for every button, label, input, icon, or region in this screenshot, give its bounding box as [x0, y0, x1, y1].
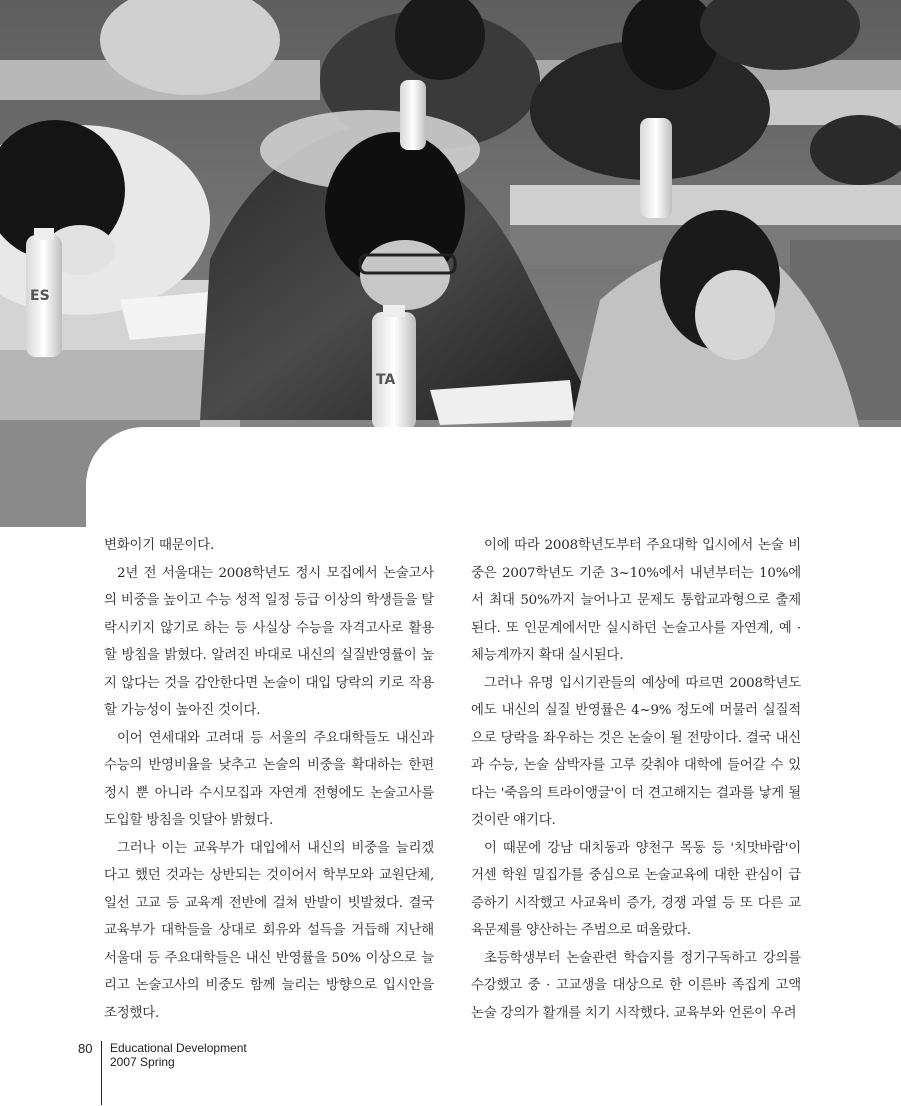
left-text-column: [104, 532, 434, 1027]
paragraph: 초등학생부터 논술관련 학습지를 정기구독하고 강의를 수강했고 중 · 고교생을 대상으로 한 이른바 족집게 고액 논술 강의가 활개를 치기 시작했다. 교육부와 언론이 우려: [471, 950, 801, 1021]
paragraph: 변화이기 때문이다.: [104, 538, 214, 553]
right-text-column: [471, 532, 801, 1027]
paragraph: 그러나 유명 입시기관들의 예상에 따르면 2008학년도에도 내신의 실질 반영률은 4~9% 정도에 머물러 실질적으로 당락을 좌우하는 것은 논술이 될 전망이다. 결국 내신과 수능, 논술 삼박자를 고루 갖춰야 대학에 들어갈 수 있다는 '죽음의 트라이앵글'이 더 견고해지는 결과를 낳게 될 것이란 얘기다.: [471, 675, 801, 828]
publication-issue: 2007 Spring: [110, 1055, 175, 1069]
paragraph: 이어 연세대와 고려대 등 서울의 주요대학들도 내신과 수능의 반영비율을 낮추고 논술의 비중을 확대하는 한편 정시 뿐 아니라 수시모집과 자연계 전형에도 논술고사를 도입할 방침을 잇달아 밝혔다.: [104, 730, 435, 828]
photo-corner-mask: [86, 427, 901, 527]
bottle-label-center: TA: [376, 372, 396, 388]
footer-divider: [101, 1041, 102, 1105]
paragraph: 2년 전 서울대는 2008학년도 정시 모집에서 논술고사의 비중을 높이고 수능 성적 일정 등급 이상의 학생들을 탈락시키지 않기로 하는 등 사실상 수능을 자격고사로 활용할 방침을 밝혔다. 알려진 바대로 내신의 실질반영률이 높지 않다는 것을 감안한다면 논술이 대입 당락의 키로 작용할 가능성이 높아진 것이다.: [104, 565, 434, 718]
page-number: 80: [78, 1041, 93, 1056]
footer-publication: [110, 1041, 247, 1069]
publication-name: Educational Development: [110, 1041, 247, 1055]
paragraph: 그러나 이는 교육부가 대입에서 내신의 비중을 늘리겠다고 했던 것과는 상반되는 것이어서 학부모와 교원단체, 일선 고교 등 교육계 전반에 걸쳐 반발이 빗발쳤다. 결국 교육부가 대학들을 상대로 회유와 설득을 거듭해 지난해 서울대 등 주요대학들은 내신 반영률을 50% 이상으로 늘리고 논술고사의 비중도 함께 늘리는 방향으로 입시안을 조정했다.: [104, 840, 434, 1021]
paragraph: 이 때문에 강남 대치동과 양천구 목동 등 '치맛바람'이 거센 학원 밀집가를 중심으로 논술교육에 대한 관심이 급증하기 시작했고 사교육비 증가, 경쟁 과열 등 또 다른 교육문제를 양산하는 주범으로 떠올랐다.: [471, 840, 801, 938]
bottle-label-left: ES: [30, 288, 50, 304]
paragraph: 이에 따라 2008학년도부터 주요대학 입시에서 논술 비중은 2007학년도 기준 3~10%에서 내년부터는 10%에서 최대 50%까지 늘어나고 문제도 통합교과형으로 출제된다. 또 인문계에서만 실시하던 논술고사를 자연계, 예 · 체능계까지 확대 실시된다.: [471, 538, 801, 663]
